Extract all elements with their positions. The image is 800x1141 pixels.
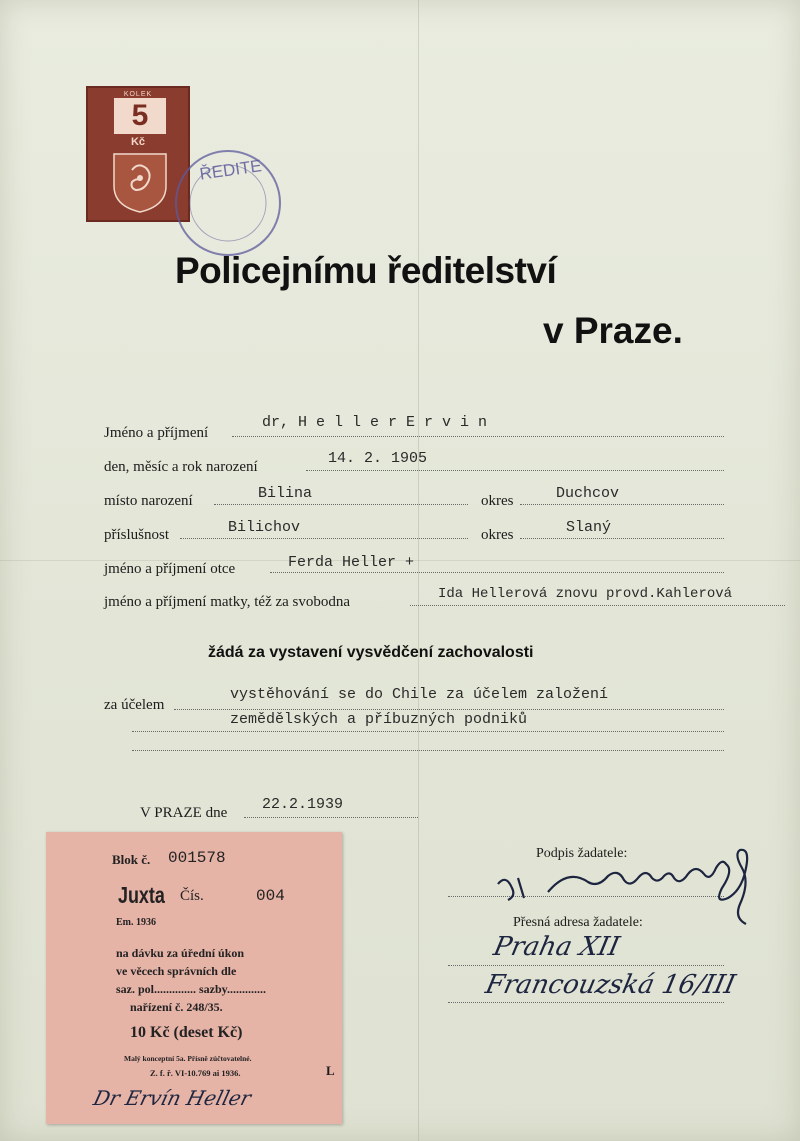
father-value: Ferda Heller + (288, 554, 415, 571)
slip-line-4: nařízení č. 248/35. (130, 1000, 223, 1014)
birthplace-line (214, 504, 468, 505)
fold-line-vertical (418, 0, 419, 1141)
signature-label: Podpis žadatele: (536, 846, 628, 861)
address-line-2 (448, 1002, 724, 1003)
fee-stamp-slip (46, 832, 342, 1124)
domicile-district-line (520, 538, 724, 539)
slip-line-2: ve věcech správních dle (116, 964, 237, 978)
mother-value: Ida Hellerová znovu provd.Kahlerová (438, 586, 733, 602)
stamp-value: 5 (114, 98, 166, 134)
postmark-text: ŘEDITE (198, 156, 263, 184)
slip-cis-label: Čís. (180, 888, 204, 904)
father-label: jméno a příjmení otce (104, 561, 236, 577)
slip-side-letter: L (326, 1063, 335, 1078)
addressee-city: v Praze. (543, 310, 683, 351)
birthplace-value: Bilina (258, 485, 313, 502)
date-line (244, 817, 418, 818)
slip-amount: 10 Kč (deset Kč) (130, 1024, 243, 1041)
addressee-title: Policejnímu ředitelství (175, 250, 557, 291)
domicile-label: příslušnost (104, 527, 170, 543)
slip-handwritten-signature: Dr Ervín Heller (91, 1086, 254, 1110)
slip-em: Em. 1936 (116, 917, 156, 928)
birthplace-district-line (520, 504, 724, 505)
mother-label: jméno a příjmení matky, též za svobodna (104, 594, 351, 610)
purpose-text-1: vystěhování se do Chile za účelem založení (230, 686, 609, 703)
address-line-1 (448, 965, 724, 966)
name-value: dr, H e l l e r E r v i n (262, 414, 488, 431)
birthplace-district-label: okres (481, 493, 514, 509)
purpose-line-2 (132, 731, 724, 732)
slip-juxta: Juxta (118, 882, 165, 908)
slip-block-number: 001578 (168, 849, 226, 867)
slip-small-2: Z. f. ř. VI-10.769 ai 1936. (150, 1068, 241, 1078)
slip-line-3: saz. pol.............. sazby............. (116, 982, 267, 996)
slip-block-label: Blok č. (112, 852, 151, 867)
birth-line (306, 470, 724, 471)
stamp-top-text: KOLEK (123, 91, 153, 98)
purpose-text-2: zemědělských a příbuzných podniků (230, 711, 528, 728)
slip-cis-value: 004 (256, 887, 285, 905)
request-heading: žádá za vystavení vysvědčení zachovalosti (208, 644, 534, 661)
purpose-label: za účelem (104, 697, 165, 713)
birthplace-label: místo narození (104, 493, 193, 509)
domicile-district-value: Slaný (566, 519, 612, 536)
slip-small-1: Malý konceptní 5a. Přísně zúčtovatelné. (124, 1054, 252, 1063)
slip-line-1: na dávku za úřední úkon (116, 946, 245, 960)
birth-value: 14. 2. 1905 (328, 450, 428, 467)
address-label: Přesná adresa žadatele: (513, 915, 643, 930)
postmark-stamp-icon (150, 145, 285, 265)
name-line (232, 436, 724, 437)
address-text-1: Praha XII (490, 932, 623, 962)
date-label: V PRAZE dne (140, 805, 228, 821)
date-value: 22.2.1939 (262, 796, 344, 813)
domicile-district-label: okres (481, 527, 514, 543)
domicile-value: Bilichov (228, 519, 301, 536)
stamp-unit: Kč (130, 136, 146, 148)
address-text-2: Francouzská 16/III (482, 970, 739, 1000)
birthplace-district-value: Duchcov (556, 485, 620, 502)
mother-line (410, 605, 785, 606)
father-line (270, 572, 724, 573)
purpose-line-3 (132, 750, 724, 751)
domicile-line (180, 538, 468, 539)
purpose-line-1 (174, 709, 724, 710)
birth-label: den, měsíc a rok narození (104, 459, 258, 475)
name-label: Jméno a příjmení (104, 425, 209, 441)
